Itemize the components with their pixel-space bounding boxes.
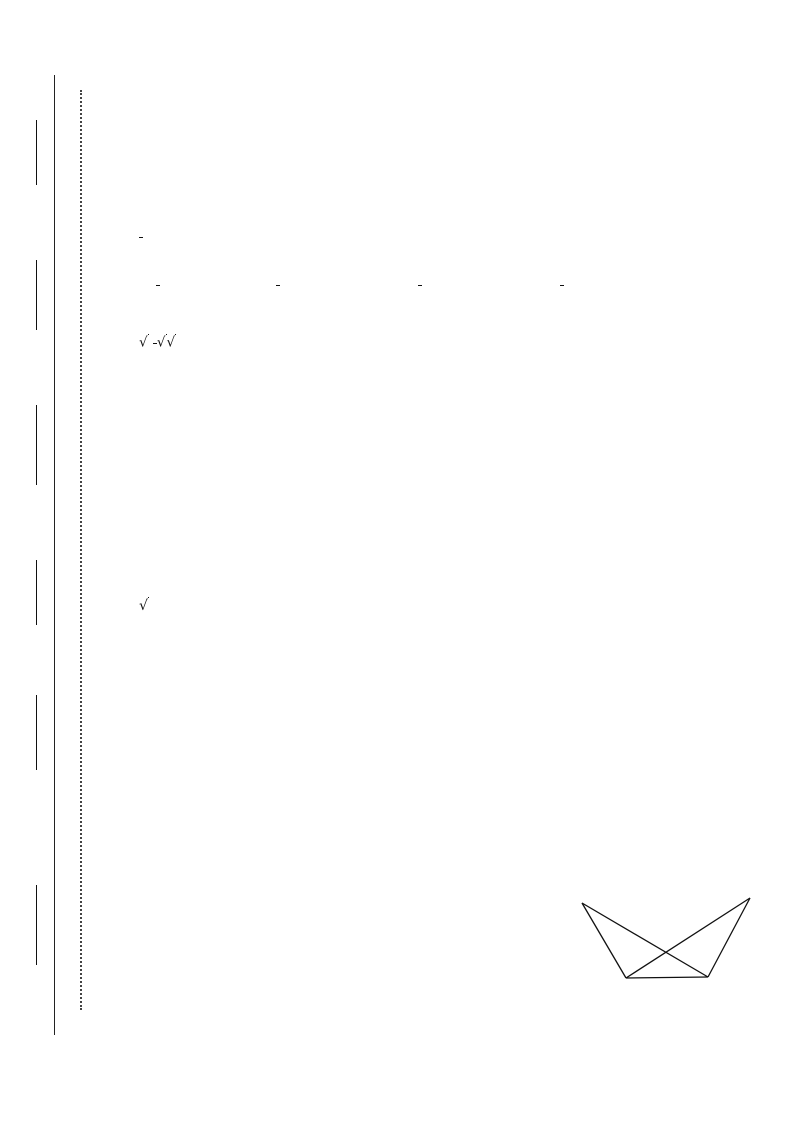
- q1-fraction: [139, 237, 143, 238]
- segment-da: [582, 903, 626, 978]
- field-name-blank[interactable]: [36, 405, 37, 485]
- q1-option-c[interactable]: [418, 270, 422, 300]
- segment-bc: [708, 898, 750, 977]
- question-4: √: [139, 598, 148, 614]
- question-1: [139, 222, 143, 252]
- q1-option-b[interactable]: [276, 270, 280, 300]
- field-class-blank[interactable]: [36, 560, 37, 625]
- seal-dotted-line: [80, 90, 82, 1010]
- segment-ab: [626, 977, 708, 978]
- question-2-line1: √ √√: [139, 334, 176, 351]
- field-town-blank[interactable]: [36, 885, 37, 965]
- field-exam-number-blank[interactable]: [36, 120, 37, 185]
- binding-margin: [0, 0, 90, 1123]
- q7-figure: [560, 885, 770, 990]
- q1-option-a[interactable]: [156, 270, 160, 300]
- field-exam-room-blank[interactable]: [36, 260, 37, 330]
- seal-line: [54, 75, 55, 1035]
- field-school-blank[interactable]: [36, 695, 37, 770]
- q1-option-d[interactable]: [560, 270, 564, 300]
